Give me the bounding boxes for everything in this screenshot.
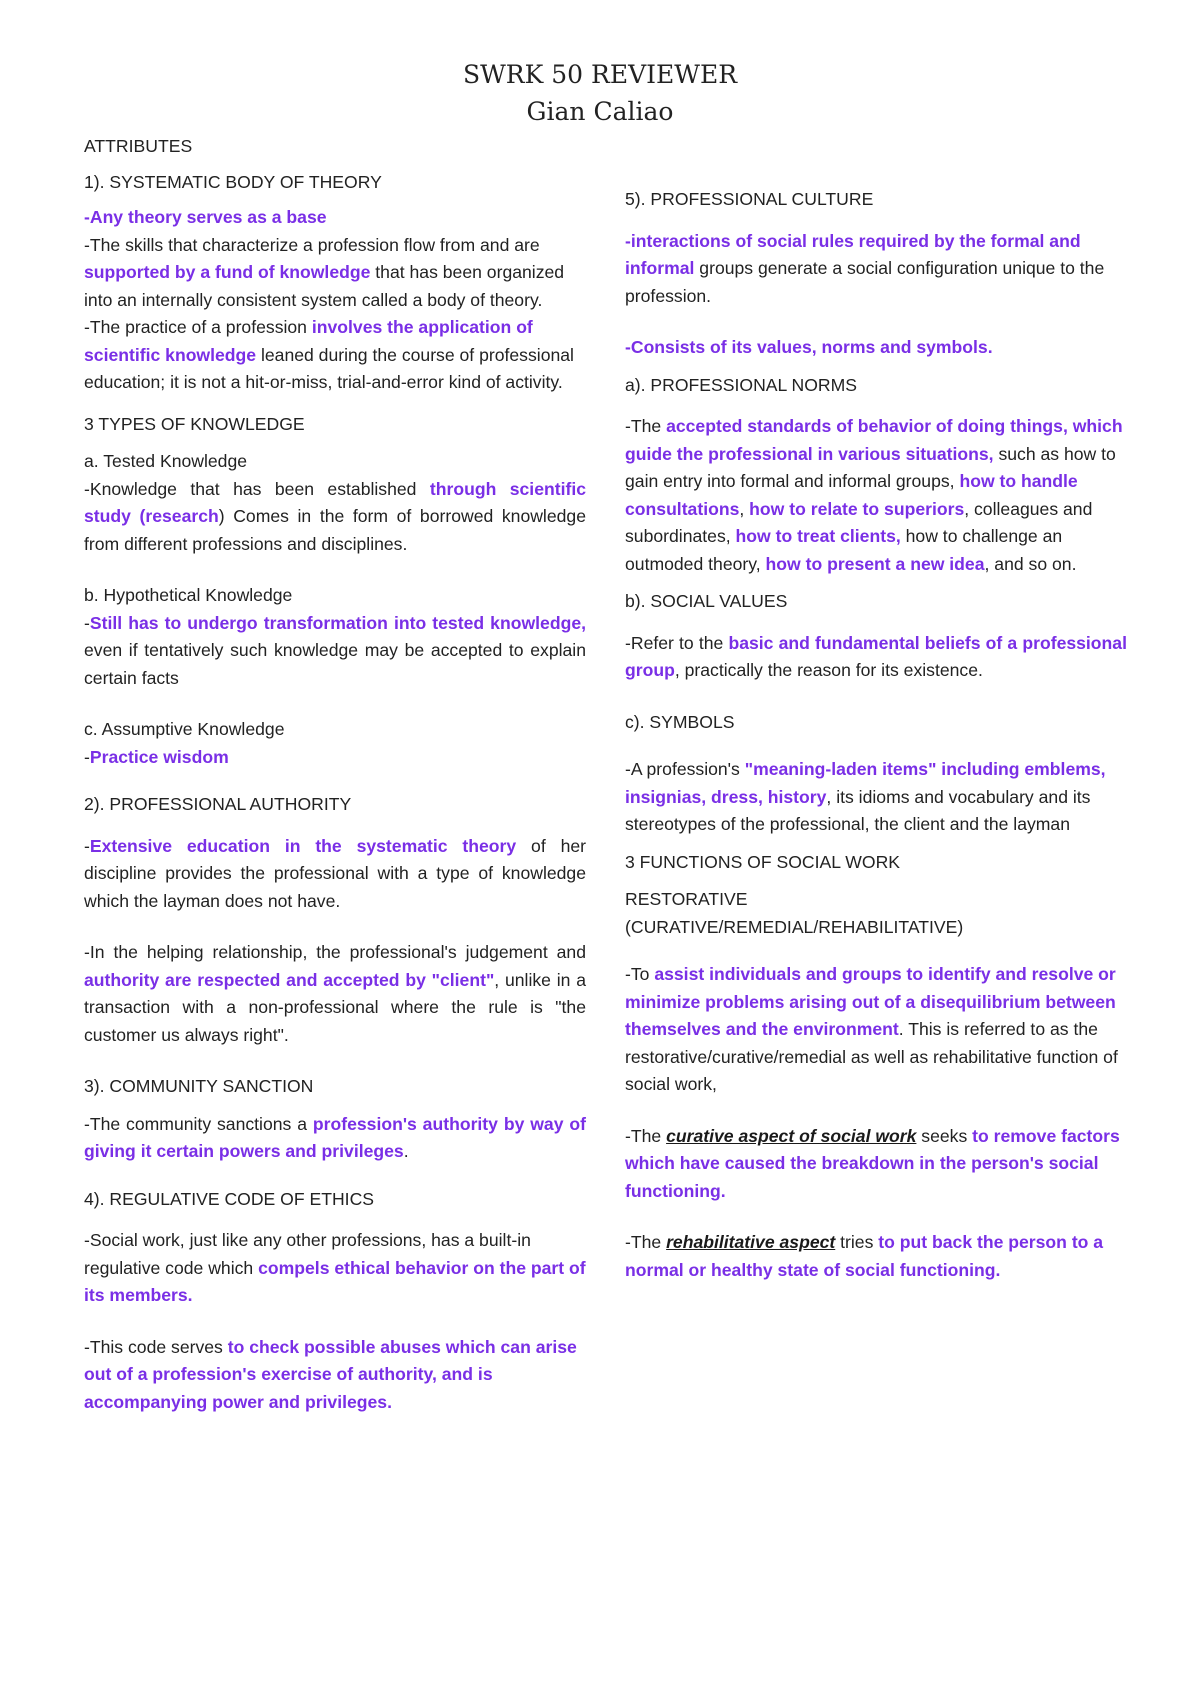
sec1-point-c: -The practice of a profession involves the application of scientific knowledge leaned during the course of professional education; it is not a hit-or-miss, trial-and-error kind of activity.: [84, 317, 574, 392]
professional-norms-heading: a). PROFESSIONAL NORMS: [625, 374, 858, 395]
right-column: [625, 186, 1127, 1284]
rehabilitative-aspect-text: -The rehabilitative aspect tries to put back the person to a normal or healthy state of social functioning.: [625, 1232, 1104, 1280]
tested-knowledge-heading: a. Tested Knowledge: [84, 451, 248, 471]
sec3-point-a: -The community sanctions a profession's authority by way of giving it certain powers and privileges.: [84, 1113, 586, 1161]
sec5-point-a: -interactions of social rules required by the formal and informal groups generate a social configuration unique to the profession.: [625, 230, 1105, 306]
sec1-point-b: -The skills that characterize a profession flow from and are supported by a fund of knowledge that has been organized into an internally consistent system called a body of theory.: [84, 234, 565, 310]
sec4-point-b: -This code serves to check possible abuses which can arise out of a profession's exercise of authority, and is accompanying power and privileges.: [84, 1336, 577, 1412]
restorative-heading: RESTORATIVE: [625, 889, 748, 909]
attributes-heading: ATTRIBUTES: [84, 136, 193, 156]
sec2-point-b: -In the helping relationship, the professional's judgement and authority are respected and accepted by "client", unlike in a transaction with a non-professional where the rule is "the customer us always right".: [84, 942, 586, 1045]
section-5-heading: 5). PROFESSIONAL CULTURE: [625, 189, 874, 209]
symbols-text: -A profession's "meaning-laden items" including emblems, insignias, dress, history, its idioms and vocabulary and its stereotypes of the professional, the client and the layman: [625, 759, 1106, 834]
curative-aspect-text: -The curative aspect of social work seeks to remove factors which have caused the breakdown in the person's social functioning.: [625, 1125, 1120, 1201]
sec2-point-a: -Extensive education in the systematic theory of her discipline provides the professional with a type of knowledge which the layman does not have.: [84, 835, 586, 911]
hypothetical-knowledge-heading: b. Hypothetical Knowledge: [84, 585, 293, 605]
social-values-heading: b). SOCIAL VALUES: [625, 591, 788, 611]
professional-norms-text: -The accepted standards of behavior of doing things, which guide the professional in various situations, such as how to gain entry into formal and informal groups, how to handle consultations, how to relate to superiors, colleagues and subordinates, how to treat clients, how to challenge an outmoded theory, how to present a new idea, and so on.: [625, 416, 1123, 574]
functions-heading: 3 FUNCTIONS OF SOCIAL WORK: [625, 851, 901, 872]
social-values-text: -Refer to the basic and fundamental beliefs of a professional group, practically the reason for its existence.: [625, 632, 1127, 680]
section-3-heading: 3). COMMUNITY SANCTION: [84, 1076, 314, 1096]
restorative-text: -To assist individuals and groups to identify and resolve or minimize problems arising out of a disequilibrium between themselves and the environment. This is referred to as the restorative/curative/remedial as well as rehabilitative function of social work,: [625, 964, 1118, 1094]
sec5-point-b: -Consists of its values, norms and symbols.: [625, 337, 993, 357]
section-2-heading: 2). PROFESSIONAL AUTHORITY: [84, 794, 352, 814]
hypothetical-knowledge-text: -Still has to undergo transformation into tested knowledge, even if tentatively such knowledge may be accepted to explain certain facts: [84, 612, 586, 688]
sec1-point-a: -Any theory serves as a base: [84, 207, 327, 227]
knowledge-types-heading: 3 TYPES OF KNOWLEDGE: [84, 413, 305, 434]
document-author: Gian Caliao: [526, 97, 674, 126]
section-1-heading: 1). SYSTEMATIC BODY OF THEORY: [84, 171, 382, 192]
sec4-point-a: -Social work, just like any other professions, has a built-in regulative code which compels ethical behavior on the part of its members.: [84, 1230, 586, 1305]
left-column: [84, 133, 586, 1416]
assumptive-knowledge-heading: c. Assumptive Knowledge: [84, 719, 285, 739]
document-title: SWRK 50 REVIEWER: [462, 60, 738, 89]
restorative-subheading: (CURATIVE/REMEDIAL/REHABILITATIVE): [625, 916, 964, 937]
section-4-heading: 4). REGULATIVE CODE OF ETHICS: [84, 1188, 375, 1209]
assumptive-knowledge-text: -Practice wisdom: [84, 746, 229, 767]
symbols-heading: c). SYMBOLS: [625, 711, 735, 732]
tested-knowledge-text: -Knowledge that has been established through scientific study (research) Comes in the form of borrowed knowledge from different professions and disciplines.: [84, 478, 587, 554]
